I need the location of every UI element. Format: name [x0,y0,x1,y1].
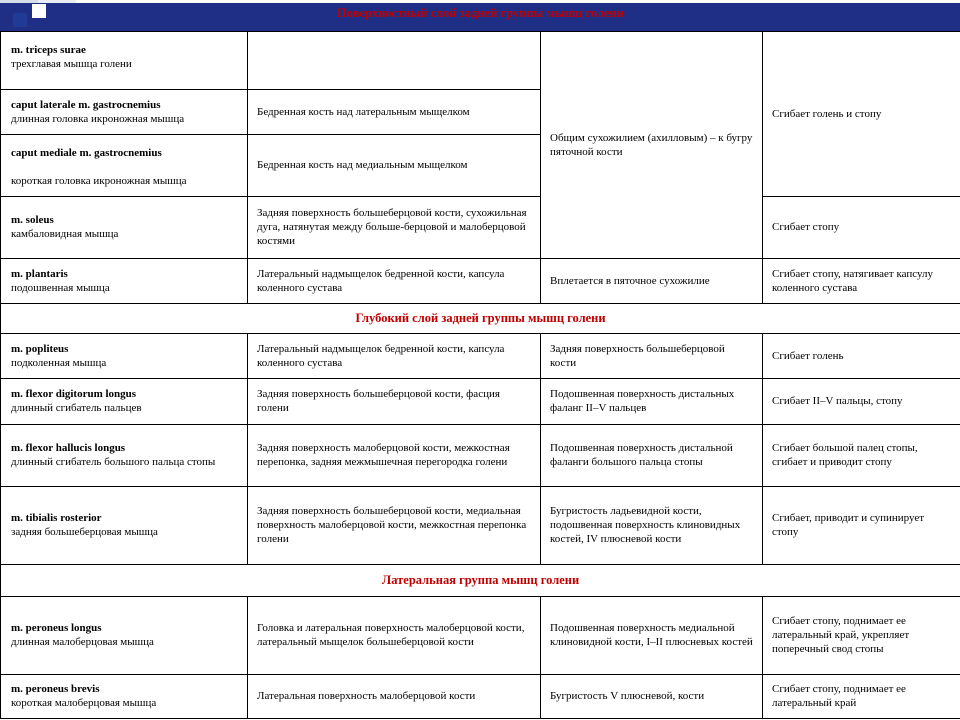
section-header-row [1,564,960,596]
muscle-name-cell [1,258,248,303]
russian-name: задняя большеберцовая мышца [11,526,158,538]
russian-name: подошвенная мышца [11,281,110,294]
insertion-cell: Задняя поверхность большеберцовой кости [541,333,763,378]
russian-name: длинная малоберцовая мышца [11,636,154,648]
action-cell: Сгибает стопу, натягивает капсулу коленного сустава [763,258,960,303]
muscle-name-cell [1,31,248,89]
russian-name: длинный сгибатель пальцев [11,402,142,414]
section-title-lateral: Латеральная группа мышц голени [1,564,960,596]
russian-name: короткая малоберцовая мышца [11,697,157,709]
origin-cell [248,31,541,89]
latin-name: caput laterale m. gastrocnemius [11,98,161,111]
latin-name: caput mediale m. gastrocnemius [11,146,162,159]
russian-name: трехглавая мышца голени [11,57,132,70]
origin-cell: Головка и латеральная поверхность малоберцовой кости, латеральный мыщелок большеберцовой кости [248,596,541,674]
action-cell: Сгибает большой палец стопы, сгибает и приводит стопу [763,424,960,486]
latin-name: m. tibialis rosterior [11,512,102,524]
muscle-table [0,3,960,719]
origin-cell: Латеральная поверхность малоберцовой кости [248,674,541,718]
origin-cell: Задняя поверхность большеберцовой кости, медиальная поверхность малоберцовой кости, межкостная перепонка голени [248,486,541,564]
table-row [1,378,960,424]
action-cell: Сгибает голень [763,333,960,378]
origin-cell: Латеральный надмыщелок бедренной кости, капсула коленного сустава [248,333,541,378]
muscle-name-cell [1,424,248,486]
origin-cell: Задняя поверхность большеберцовой кости, фасция голени [248,378,541,424]
origin-cell: Задняя поверхность большеберцовой кости, сухожильная дуга, натянутая между больше-берцовой и малоберцовой костями [248,196,541,258]
russian-name: длинная головка икроножная мышца [11,112,185,125]
muscle-name-cell [1,89,248,134]
section-title-superficial: Поверхностный слой задней группы мышц голени [337,6,625,20]
russian-name: подколенная мышца [11,356,107,369]
latin-name: m. plantaris [11,267,68,280]
action-cell: Сгибает стопу, поднимает ее латеральный край [763,674,960,718]
section-title-deep: Глубокий слой задней группы мышц голени [1,303,960,333]
insertion-cell: Подошвенная поверхность дистальных фаланг II–V пальцев [541,378,763,424]
latin-name: m. peroneus longus [11,622,102,634]
table-row [1,31,960,89]
latin-name: m. flexor digitorum longus [11,388,137,400]
action-cell: Сгибает стопу [763,196,960,258]
russian-name: длинный сгибатель большого пальца стопы [11,456,216,468]
action-cell: Сгибает, приводит и супинирует стопу [763,486,960,564]
insertion-cell: Бугристость ладьевидной кости, подошвенная поверхность клиновидных костей, IV плюсневой кости [541,486,763,564]
origin-cell: Бедренная кость над медиальным мыщелком [248,134,541,196]
section-header-row [1,3,960,31]
table-row [1,424,960,486]
muscle-name-cell [1,134,248,196]
muscle-name-cell [1,333,248,378]
insertion-cell: Вплетается в пяточное сухожилие [541,258,763,303]
latin-name: m. triceps surae [11,43,86,56]
muscle-name-cell [1,596,248,674]
table-row [1,258,960,303]
action-cell: Сгибает голень и стопу [763,31,960,196]
insertion-cell: Подошвенная поверхность дистальной фаланги большого пальца стопы [541,424,763,486]
table-row [1,333,960,378]
table-row [1,674,960,718]
origin-cell: Задняя поверхность малоберцовой кости, межкостная перепонка, задняя межмышечная перегородка голени [248,424,541,486]
action-cell: Сгибает II–V пальцы, стопу [763,378,960,424]
muscle-name-cell [1,486,248,564]
latin-name: m. soleus [11,214,54,226]
muscle-name-cell [1,674,248,718]
table-row [1,486,960,564]
insertion-cell: Общим сухожилием (ахилловым) – к бугру пяточной кости [541,31,763,258]
russian-name: короткая головка икроножная мышца [11,174,187,187]
muscle-name-cell [1,196,248,258]
origin-cell: Латеральный надмыщелок бедренной кости, капсула коленного сустава [248,258,541,303]
table-row [1,596,960,674]
insertion-cell: Бугристость V плюсневой, кости [541,674,763,718]
muscle-name-cell [1,378,248,424]
latin-name: m. flexor hallucis longus [11,442,126,454]
insertion-cell: Подошвенная поверхность медиальной клиновидной кости, I–II плюсневых костей [541,596,763,674]
latin-name: m. popliteus [11,342,69,355]
action-cell: Сгибает стопу, поднимает ее латеральный край, укрепляет поперечный свод стопы [763,596,960,674]
table-row [1,196,960,258]
latin-name: m. peroneus brevis [11,683,100,695]
section-header-row [1,303,960,333]
russian-name: камбаловидная мышца [11,228,119,240]
origin-cell: Бедренная кость над латеральным мыщелком [248,89,541,134]
